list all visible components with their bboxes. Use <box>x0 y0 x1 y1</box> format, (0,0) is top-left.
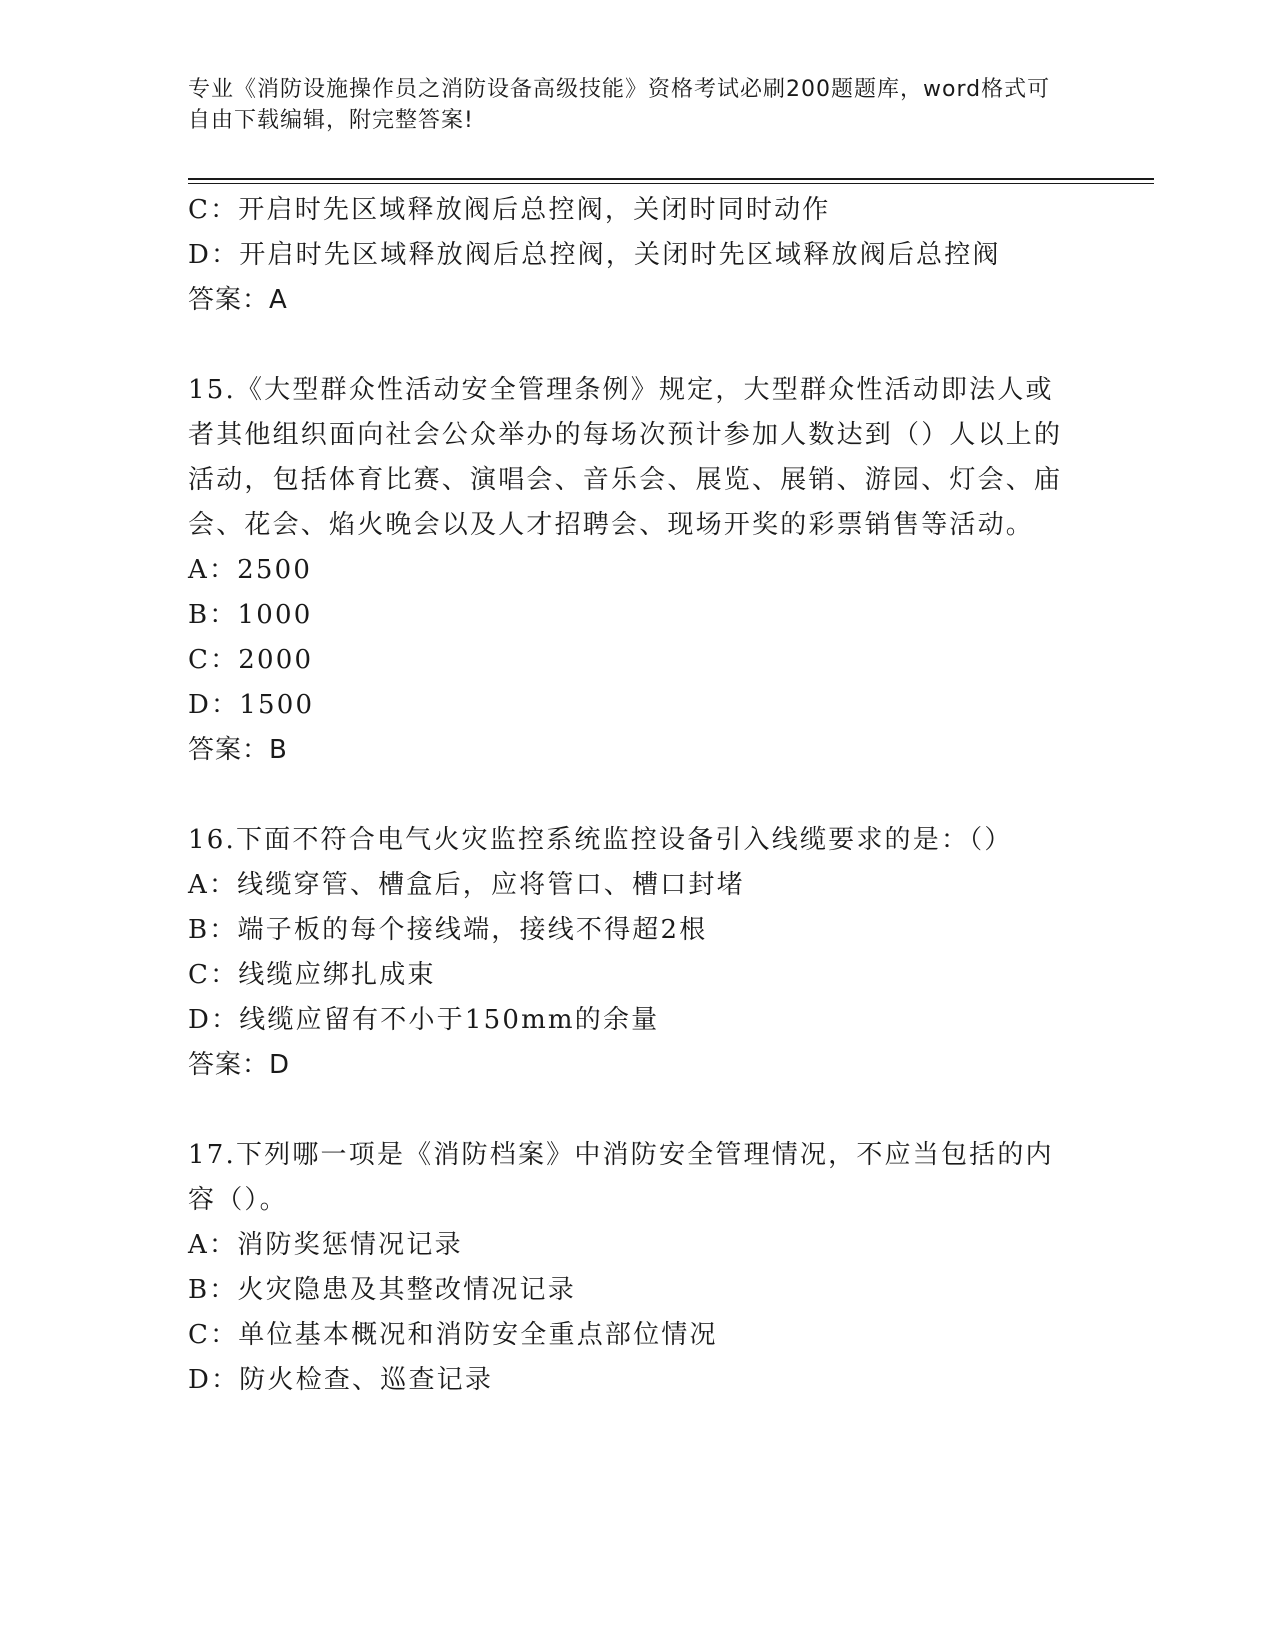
q16-answer: 答案：D <box>188 1050 291 1080</box>
q14-answer: 答案：A <box>188 285 288 315</box>
q16-option-d: D：线缆应留有不小于150mm的余量 <box>188 1005 660 1035</box>
q14-option-c: C：开启时先区域释放阀后总控阀，关闭时同时动作 <box>188 195 831 225</box>
q15-option-a: A：2500 <box>188 555 313 585</box>
q17-option-a: A：消防奖惩情况记录 <box>188 1230 463 1260</box>
q17-option-c: C：单位基本概况和消防安全重点部位情况 <box>188 1320 718 1350</box>
q16-stem: 16.下面不符合电气火灾监控系统监控设备引入线缆要求的是：（） <box>188 825 1013 855</box>
header-rule-thick <box>188 178 1154 180</box>
q17-option-d: D：防火检查、巡查记录 <box>188 1365 494 1395</box>
spacer <box>188 773 1088 818</box>
header-rule-thin <box>188 183 1154 184</box>
q14-option-d: D：开启时先区域释放阀后总控阀，关闭时先区域释放阀后总控阀 <box>188 240 1001 270</box>
q16-option-c: C：线缆应绑扎成束 <box>188 960 436 990</box>
q15-option-c: C：2000 <box>188 645 314 675</box>
q15-option-d: D：1500 <box>188 690 315 720</box>
spacer <box>188 323 1088 368</box>
q17-stem: 17.下列哪一项是《消防档案》中消防安全管理情况，不应当包括的内容（）。 <box>188 1140 1054 1215</box>
question-16 <box>188 818 1088 1088</box>
q16-option-b: B：端子板的每个接线端，接线不得超2根 <box>188 915 708 945</box>
spacer <box>188 1088 1088 1133</box>
question-14-tail <box>188 188 1088 323</box>
q15-answer: 答案：B <box>188 735 288 765</box>
q16-option-a: A：线缆穿管、槽盒后，应将管口、槽口封堵 <box>188 870 745 900</box>
document-header: 专业《消防设施操作员之消防设备高级技能》资格考试必刷200题题库，word格式可自由下载编辑，附完整答案! <box>188 77 1051 133</box>
question-17 <box>188 1133 1088 1403</box>
question-15 <box>188 368 1088 773</box>
q15-option-b: B：1000 <box>188 600 313 630</box>
q17-option-b: B：火灾隐患及其整改情况记录 <box>188 1275 576 1305</box>
document-body <box>188 188 1088 1403</box>
q15-stem: 15.《大型群众性活动安全管理条例》规定，大型群众性活动即法人或者其他组织面向社会公众举办的每场次预计参加人数达到（）人以上的活动，包括体育比赛、演唱会、音乐会、展览、展销、游园、灯会、庙会、花会、焰火晚会以及人才招聘会、现场开奖的彩票销售等活动。 <box>188 375 1063 540</box>
